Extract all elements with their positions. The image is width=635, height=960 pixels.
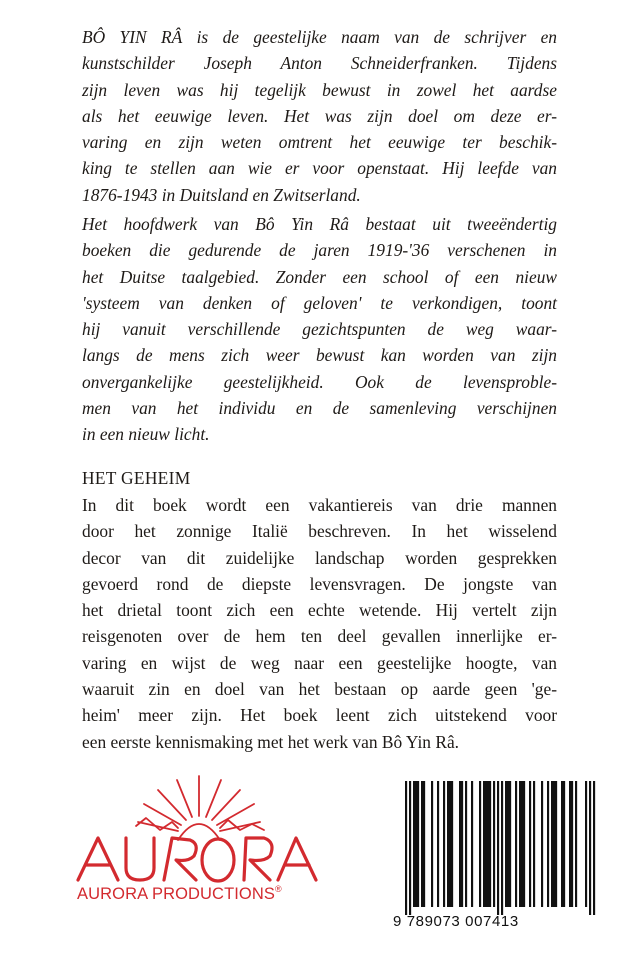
barcode-bar (479, 781, 481, 907)
barcode-bar (447, 781, 449, 907)
barcode-bar (563, 781, 565, 907)
barcode-bar (575, 781, 577, 907)
barcode-bar (593, 781, 595, 915)
barcode-bar (465, 781, 467, 907)
barcode-bar (423, 781, 425, 907)
barcode-bar (485, 781, 487, 907)
works-line: onvergankelijke geestelijkheid. Ook de levensproble- (82, 371, 557, 392)
barcode-bar (483, 781, 485, 907)
barcode-bar (541, 781, 543, 907)
barcode-bar (437, 781, 439, 907)
barcode-bar (589, 781, 591, 915)
barcode-bar (417, 781, 419, 907)
bio-line: zijn leven was hij tegelijk bewust in zowel het aardse (82, 79, 557, 100)
barcode-bar (505, 781, 507, 907)
barcode-bar (515, 781, 517, 907)
summary-line: waaruit zin en doel van het bestaan op aarde geen 'ge- (82, 679, 557, 700)
isbn-number: 9 789073 007413 (393, 913, 519, 930)
barcode-bar (497, 781, 499, 915)
barcode-bar (413, 781, 415, 907)
barcode-bar (509, 781, 511, 907)
bio-line: king te stellen aan wie er voor openstaat. Hij leefde van (82, 158, 557, 179)
barcode-bar (443, 781, 445, 907)
works-line: hij vanuit verschillende gezichtspunten de weg waar- (82, 319, 557, 340)
bio-line: als het eeuwige leven. Het was zijn doel om deze er- (82, 105, 557, 126)
summary-line: varing en wijst de weg naar een geestelijke hoogte, van (82, 652, 557, 673)
barcode-bar (415, 781, 417, 907)
summary-line: door het zonnige Italië beschreven. In het wisselend (82, 521, 557, 542)
works-line: het Duitse taalgebied. Zonder een school of een nieuw (82, 266, 557, 287)
barcode-bar (449, 781, 451, 907)
barcode-bar (461, 781, 463, 907)
barcode-bar (521, 781, 523, 907)
works-description (82, 211, 557, 448)
barcode-bar (571, 781, 573, 907)
works-line: boeken die gedurende de jaren 1919-'36 verschenen in (82, 240, 557, 261)
barcode-bar (529, 781, 531, 907)
barcode-bar (561, 781, 563, 907)
works-line: men van het individu en de samenleving verschijnen (82, 398, 557, 419)
barcode-bar (421, 781, 423, 907)
summary-line: decor van dit zuidelijke landschap worden gesprekken (82, 547, 557, 568)
summary-line: In dit boek wordt een vakantiereis van drie mannen (82, 495, 557, 515)
barcode-bar (553, 781, 555, 907)
barcode-bar (493, 781, 495, 907)
barcode-bar (555, 781, 557, 907)
works-line: in een nieuw licht. (82, 424, 210, 445)
barcode-bar (487, 781, 489, 907)
summary-line: gevoerd rond de diepste levensvragen. De jongste van (82, 573, 557, 594)
barcode-bar (405, 781, 407, 915)
book-title-heading: HET GEHEIM (82, 468, 191, 488)
barcode-bar (569, 781, 571, 907)
barcode-bar (471, 781, 473, 907)
barcode-bar (507, 781, 509, 907)
publisher-name: AURORA PRODUCTIONS® (77, 884, 282, 903)
summary-line: het drietal toont zich een echte wetende. Hij vertelt zijn (82, 600, 557, 621)
barcode-bar (533, 781, 535, 907)
isbn-barcode (393, 775, 603, 915)
barcode-bar (547, 781, 549, 907)
barcode-bar (431, 781, 433, 907)
summary-line: heim' meer zijn. Het boek leent zich uitstekend voor (82, 705, 557, 726)
bio-line: kunstschilder Joseph Anton Schneiderfranken. Tijdens (82, 53, 557, 74)
book-summary (82, 492, 557, 755)
barcode-bar (409, 781, 411, 915)
works-line: Het hoofdwerk van Bô Yin Râ bestaat uit tweeëndertig (82, 214, 557, 234)
barcode-bar (459, 781, 461, 907)
barcode-bar (489, 781, 491, 907)
works-line: 'systeem van denken of geloven' te verkondigen, toont (82, 292, 557, 313)
bio-line: varing en zijn weten omtrent het eeuwige ter beschik- (82, 132, 557, 153)
bio-line: 1876-1943 in Duitsland en Zwitserland. (82, 184, 361, 205)
author-biography (82, 24, 557, 208)
barcode-bar (519, 781, 521, 907)
barcode-bar (585, 781, 587, 907)
summary-line: een eerste kennismaking met het werk van Bô Yin Râ. (82, 731, 460, 752)
barcode-bar (501, 781, 503, 915)
barcode-bar (551, 781, 553, 907)
summary-line: reisgenoten over de hem ten deel gevallen innerlijke er- (82, 626, 557, 647)
registered-mark: ® (275, 884, 282, 894)
barcode-bar (451, 781, 453, 907)
works-line: langs de mens zich weer bewust kan worden van zijn (82, 345, 557, 366)
barcode-bar (523, 781, 525, 907)
bio-line: BÔ YIN RÂ is de geestelijke naam van de schrijver en (82, 27, 557, 47)
